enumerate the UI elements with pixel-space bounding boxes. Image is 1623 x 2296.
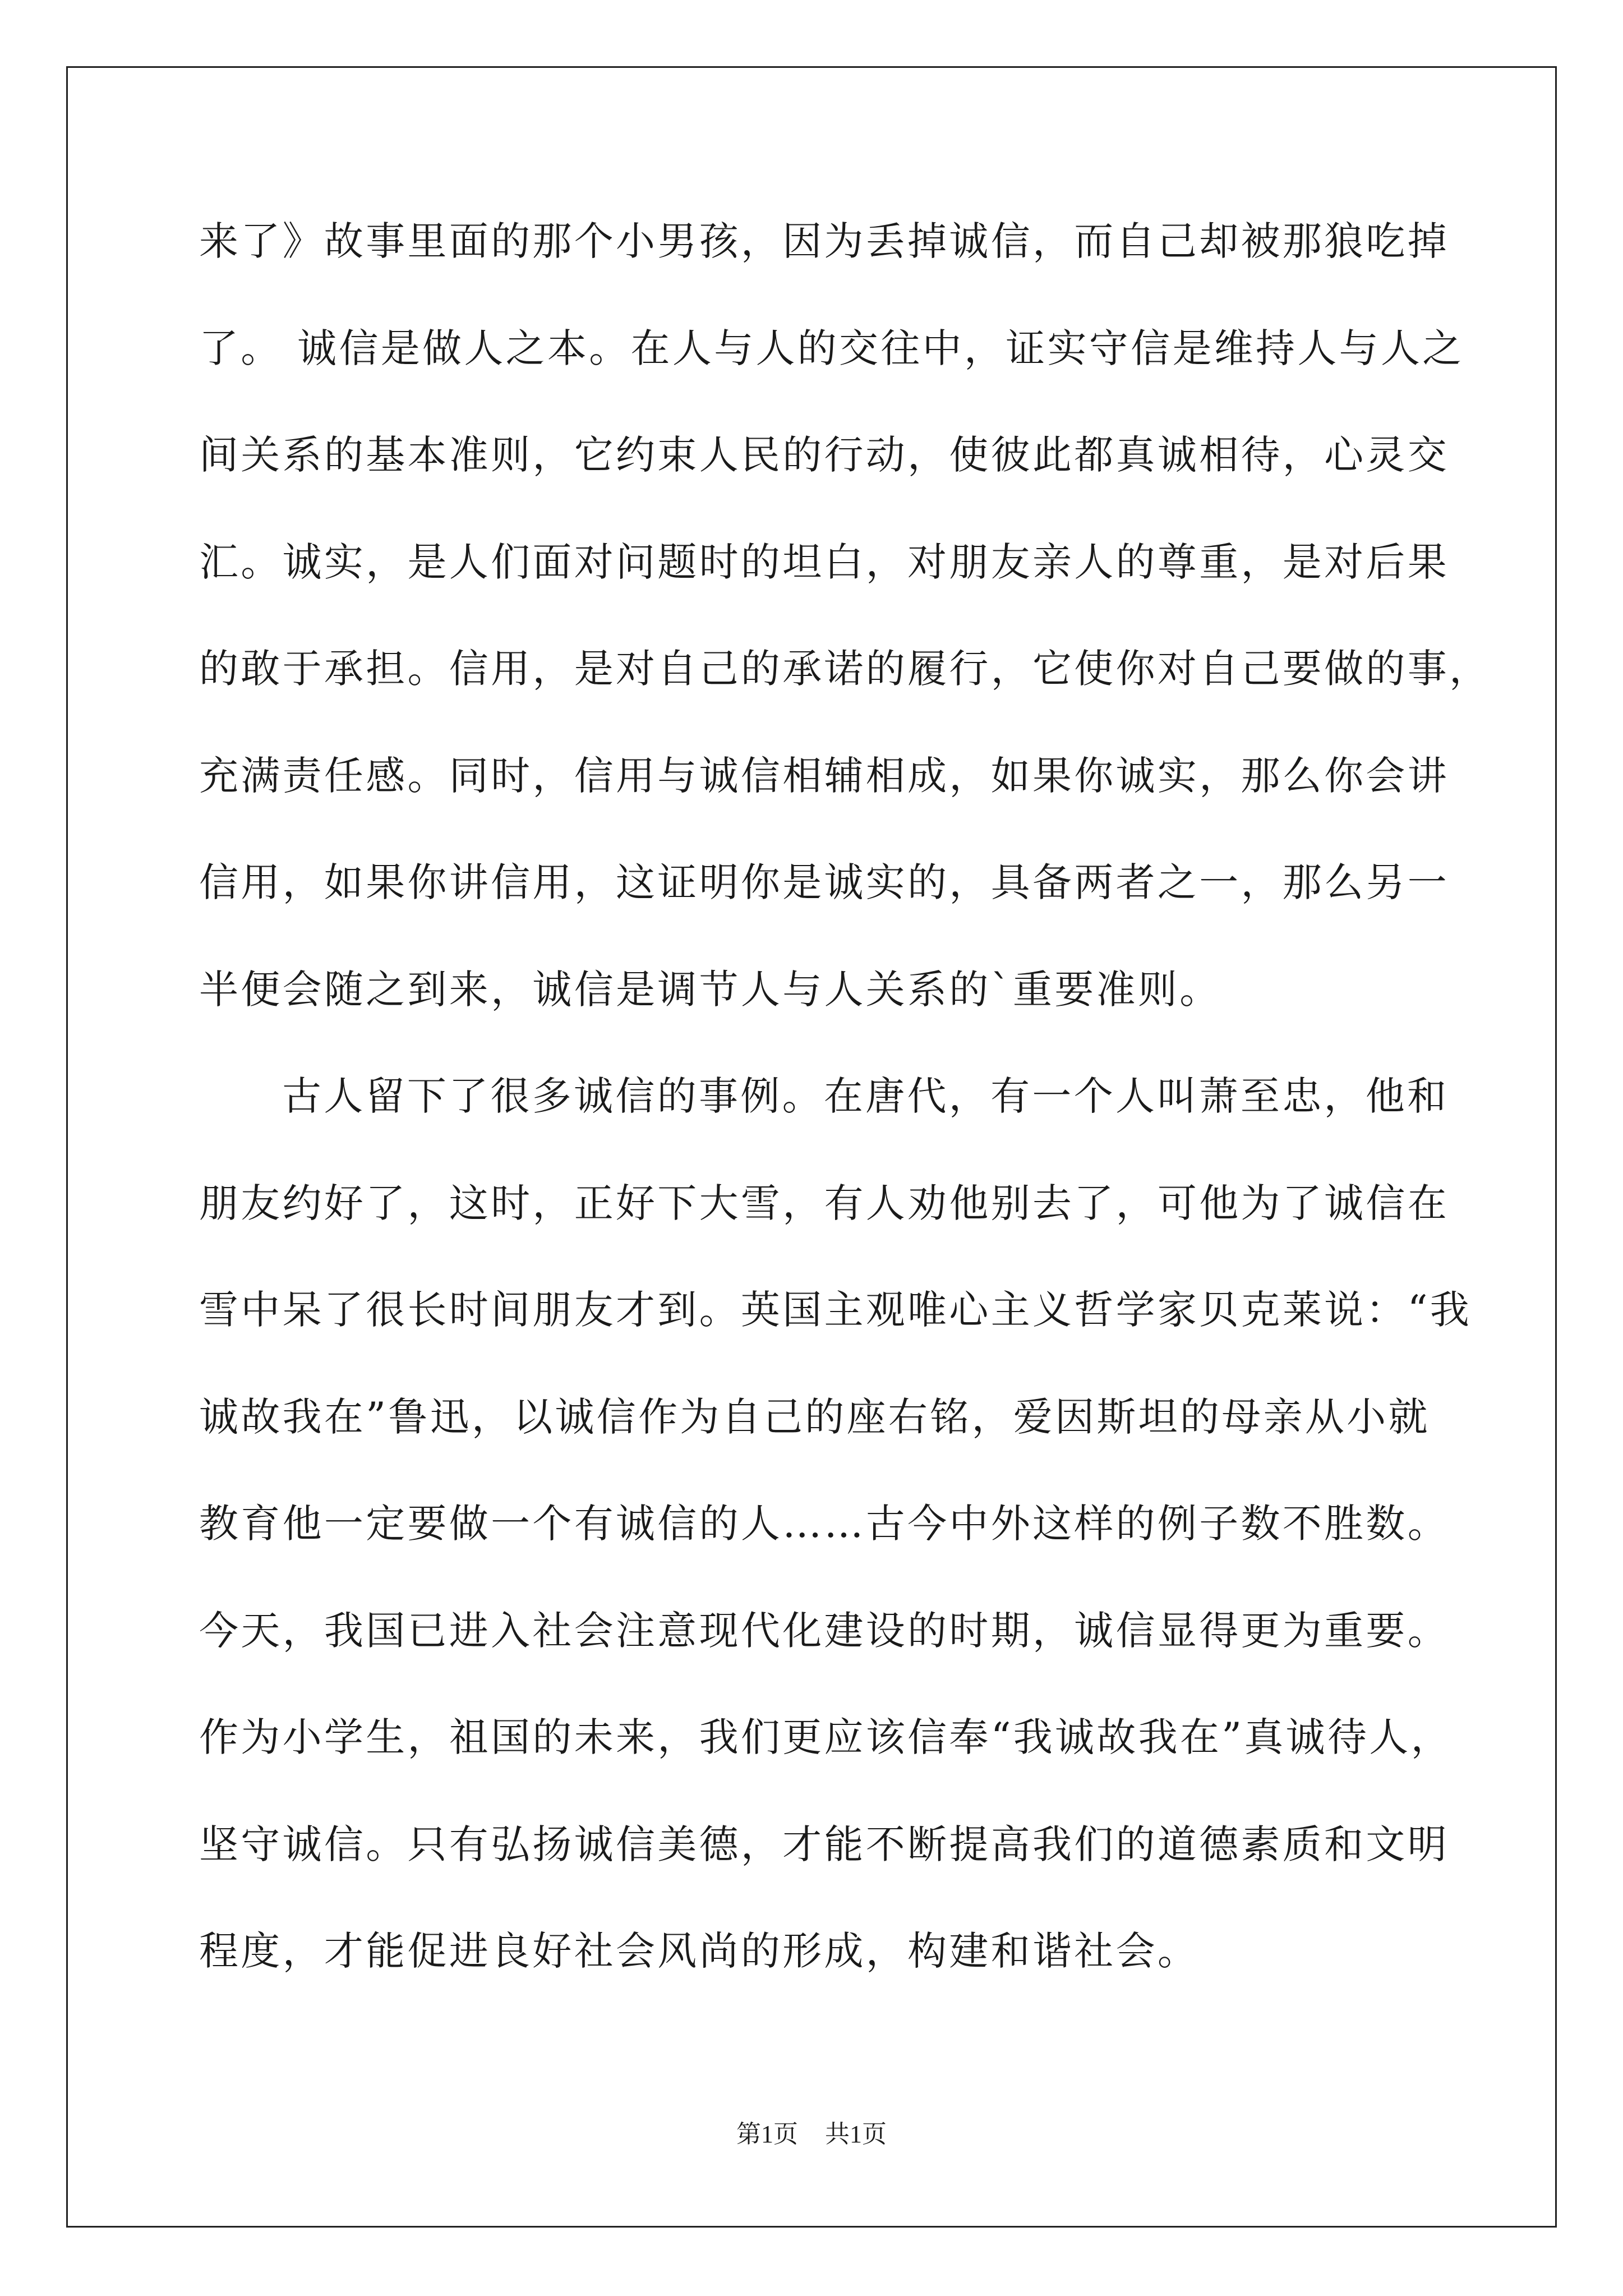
document-body xyxy=(199,216,1491,2033)
text-line xyxy=(199,751,1449,858)
page-number-total: 共1页 xyxy=(825,2120,887,2148)
text-line xyxy=(199,1926,1433,2033)
text-line-content: 半便会随之到来，诚信是调节人与人关系的`重要准则。 xyxy=(199,966,1221,1013)
text-line-content: 来了》故事里面的那个小男孩，因为丢掉诚信，而自己却被那狼吃掉 xyxy=(199,218,1449,264)
page-number-current: 第1页 xyxy=(736,2120,798,2148)
text-line xyxy=(199,643,1491,751)
text-line xyxy=(199,1071,1449,1178)
text-line-content: 今天，我国已进入社会注意现代化建设的时期，诚信显得更为重要。 xyxy=(199,1607,1449,1654)
text-line xyxy=(199,1712,1453,1819)
text-line xyxy=(199,1605,1449,1713)
text-line xyxy=(199,964,1433,1071)
text-line xyxy=(199,1285,1472,1392)
text-line-content: 信用，如果你讲信用，这证明你是诚实的，具备两者之一，那么另一 xyxy=(199,859,1449,905)
text-line-content: 朋友约好了，这时，正好下大雪，有人劝他别去了，可他为了诚信在 xyxy=(199,1180,1449,1226)
text-line-content: 作为小学生，祖国的未来，我们更应该信奉“我诚故我在”真诚待人， xyxy=(199,1714,1453,1760)
text-line-content: 间关系的基本准则，它约束人民的行动，使彼此都真诚相待，心灵交 xyxy=(199,432,1449,478)
text-line xyxy=(199,430,1449,537)
text-line-content: 古人留下了很多诚信的事例。在唐代，有一个人叫萧至忠，他和 xyxy=(282,1073,1449,1119)
text-line-content: 汇。诚实，是人们面对问题时的坦白，对朋友亲人的尊重，是对后果 xyxy=(199,539,1449,585)
text-line-content: 诚故我在”鲁迅，以诚信作为自己的座右铭，爱因斯坦的母亲从小就 xyxy=(199,1393,1430,1440)
text-line-content: 教育他一定要做一个有诚信的人……古今中外这样的例子数不胜数。 xyxy=(199,1501,1449,1547)
text-line xyxy=(199,857,1449,964)
text-line-content: 了。 诚信是做人之本。在人与人的交往中，证实守信是维持人与人之 xyxy=(199,325,1464,371)
text-line xyxy=(199,1498,1449,1605)
text-line-content: 的敢于承担。信用，是对自己的承诺的履行，它使你对自己要做的事， xyxy=(199,646,1491,692)
text-line-content: 程度，才能促进良好社会风尚的形成，构建和谐社会。 xyxy=(199,1928,1200,1974)
text-line xyxy=(199,1392,1433,1499)
text-line xyxy=(199,1178,1449,1285)
text-line xyxy=(199,216,1449,323)
text-line xyxy=(199,1819,1449,1926)
text-line-content: 雪中呆了很长时间朋友才到。英国主观唯心主义哲学家贝克莱说：“我 xyxy=(199,1287,1472,1333)
text-line-content: 充满责任感。同时，信用与诚信相辅相成，如果你诚实，那么你会讲 xyxy=(199,752,1449,799)
text-line xyxy=(199,537,1449,644)
text-line xyxy=(199,323,1464,430)
text-line-content: 坚守诚信。只有弘扬诚信美德，才能不断提高我们的道德素质和文明 xyxy=(199,1821,1449,1867)
page-footer xyxy=(0,2114,1623,2150)
